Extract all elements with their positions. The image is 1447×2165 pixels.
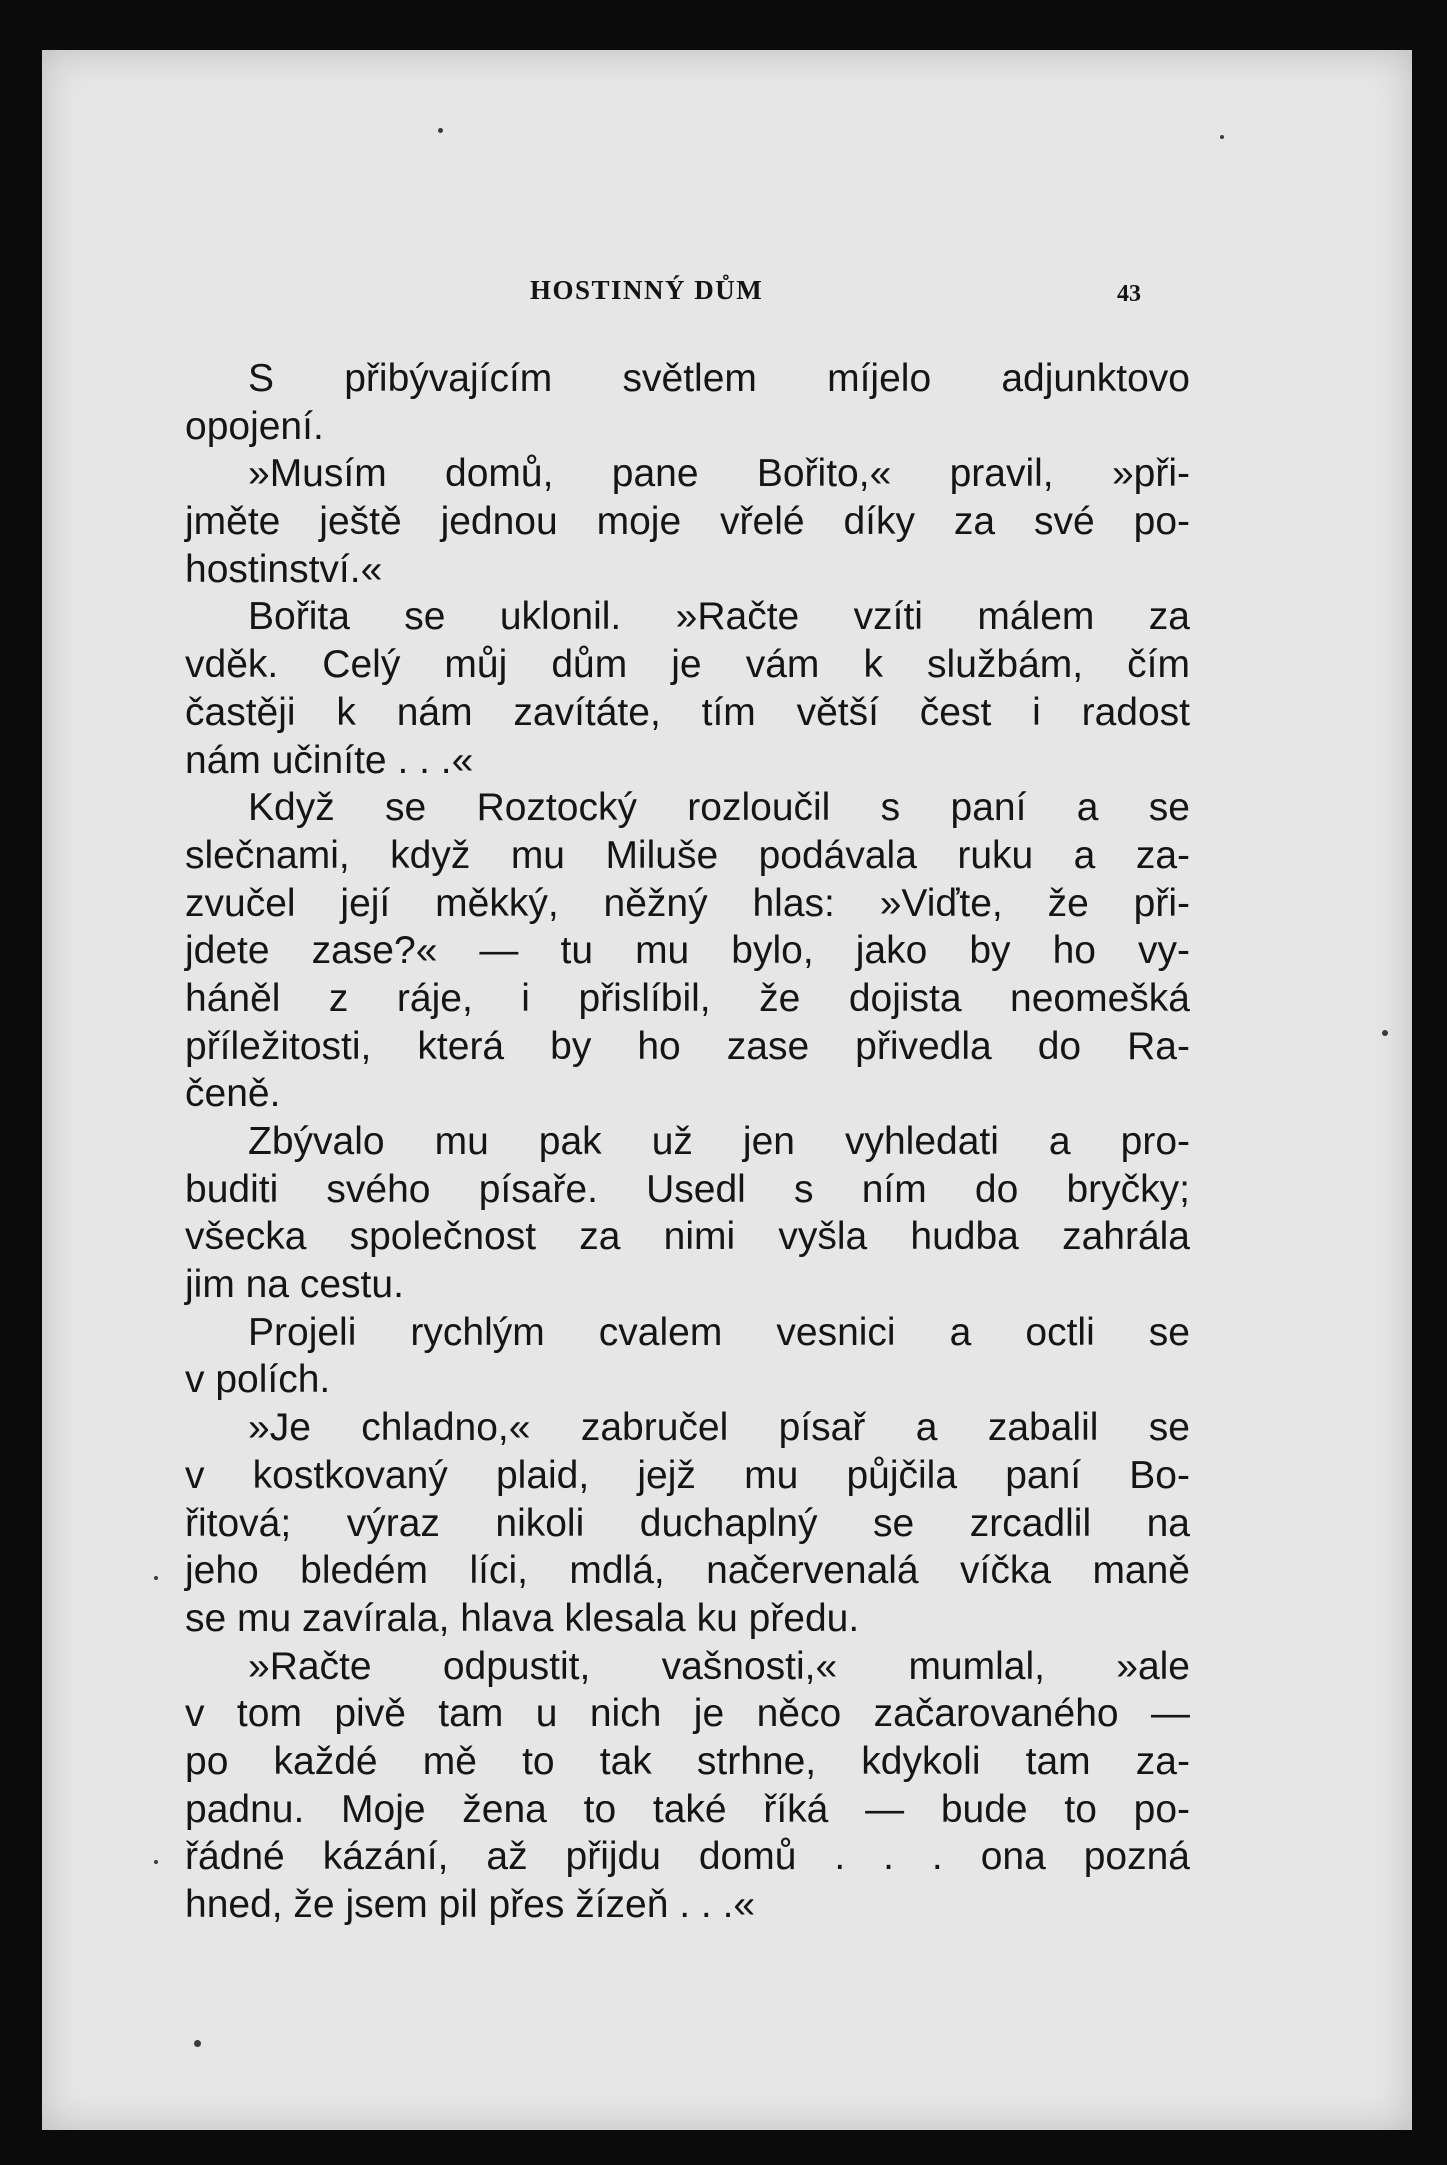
text-line: »Račte odpustit, vašnosti,« mumlal, »ale	[248, 1644, 1190, 1688]
text-line: všecka společnost za nimi vyšla hudba zahrála	[185, 1215, 1190, 1259]
print-speck	[438, 128, 443, 133]
text-line: zvučel její měkký, něžný hlas: »Viďte, že při-	[185, 881, 1190, 925]
text-line: háněl z ráje, i přislíbil, že dojista neomešká	[185, 976, 1190, 1020]
text-line: Zbývalo mu pak už jen vyhledati a pro-	[248, 1120, 1190, 1163]
text-line: S přibývajícím světlem míjelo adjunktovo	[248, 357, 1190, 400]
text-line: »Je chladno,« zabručel písař a zabalil se	[248, 1406, 1190, 1450]
text-line: jměte ještě jednou moje vřelé díky za své po-	[185, 500, 1190, 544]
text-line: Když se Roztocký rozloučil s paní a se	[248, 786, 1190, 830]
text-line: jim na cestu.	[185, 1263, 404, 1307]
page-header	[42, 275, 1412, 315]
text-line: nám učiníte . . .«	[185, 738, 474, 782]
text-line: jeho bledém líci, mdlá, načervenalá víčka maně	[185, 1549, 1190, 1593]
print-speck	[1220, 135, 1224, 139]
page-number: 43	[1117, 281, 1141, 307]
text-line: častěji k nám zavítáte, tím větší čest i radost	[185, 690, 1190, 734]
text-line: v tom pivě tam u nich je něco začarovaného —	[185, 1692, 1190, 1736]
text-line: po každé mě to tak strhne, kdykoli tam za-	[185, 1739, 1190, 1783]
text-line: hostinství.«	[185, 547, 383, 591]
print-speck	[154, 1860, 158, 1864]
text-line: buditi svého písaře. Usedl s ním do bryčky;	[185, 1167, 1190, 1211]
text-line: hned, že jsem pil přes žízeň . . .«	[185, 1883, 756, 1926]
print-speck	[154, 1576, 158, 1580]
book-page	[42, 50, 1412, 2130]
text-line: »Musím domů, pane Bořito,« pravil, »při-	[248, 452, 1190, 496]
text-line: jdete zase?« — tu mu bylo, jako by ho vy-	[185, 929, 1190, 973]
text-line: slečnami, když mu Miluše podávala ruku a za-	[185, 833, 1190, 877]
print-speck	[1382, 1030, 1388, 1036]
text-line: v kostkovaný plaid, jejž mu půjčila paní Bo-	[185, 1453, 1190, 1497]
text-line: padnu. Moje žena to také říká — bude to po-	[185, 1787, 1190, 1831]
print-speck	[194, 2040, 201, 2047]
body-text	[185, 355, 1190, 1929]
text-line: v polích.	[185, 1358, 331, 1402]
text-line: Projeli rychlým cvalem vesnici a octli se	[248, 1310, 1190, 1354]
text-line: řádné kázání, až přijdu domů . . . ona pozná	[185, 1835, 1190, 1879]
text-line: řitová; výraz nikoli duchaplný se zrcadlil na	[185, 1501, 1190, 1545]
running-title: HOSTINNÝ DŮM	[530, 275, 764, 305]
text-line: příležitosti, která by ho zase přivedla do Ra-	[185, 1024, 1190, 1068]
text-line: čeně.	[185, 1072, 281, 1116]
text-line: se mu zavírala, hlava klesala ku předu.	[185, 1596, 860, 1640]
text-line: Bořita se uklonil. »Račte vzíti málem za	[248, 595, 1190, 639]
text-line: vděk. Celý můj dům je vám k službám, čím	[185, 643, 1190, 687]
text-line: opojení.	[185, 404, 324, 448]
